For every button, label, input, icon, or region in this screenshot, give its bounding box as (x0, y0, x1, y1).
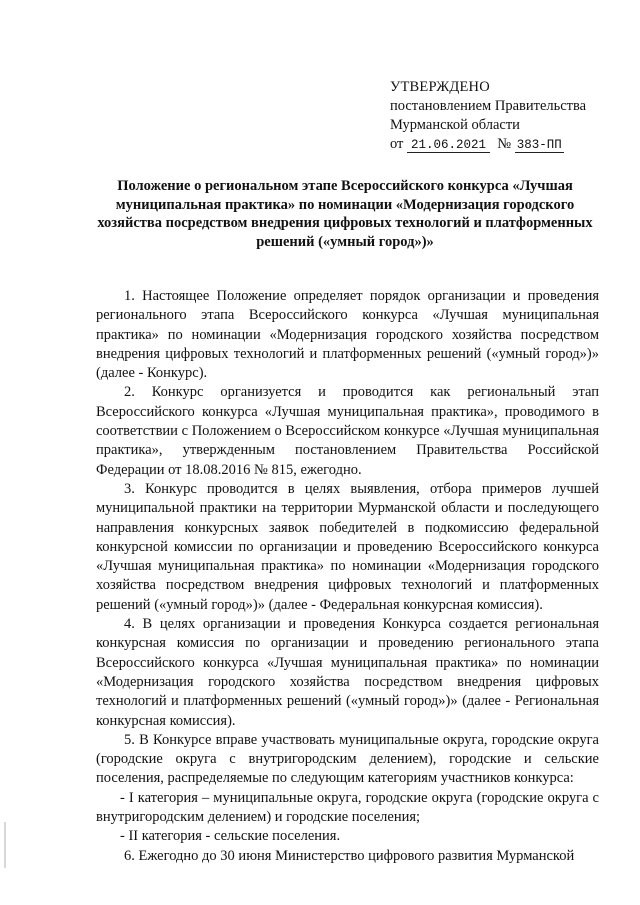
date-prefix: от (390, 136, 404, 152)
paragraph: 4. В целях организации и проведения Конкурса создается региональная конкурсная комиссия по организации и проведению регионального этапа Всероссийского конкурса «Лучшая муниципальная практика» по номинации «Модернизация городского хозяйства посредством внедрения цифровых технологий и платформенных решений («умный город»)» (далее - Региональная конкурсная комиссия). (96, 616, 599, 729)
paragraph: 3. Конкурс проводится в целях выявления, отбора примеров лучшей муниципальной практики на территории Мурманской области и последующего направления конкурсных заявок победителей в подкомиссию федеральной конкурсной комиссии по организации и проведению Всероссийского конкурса «Лучшая муниципальная практика» по номинации «Модернизация городского хозяйства посредством внедрения цифровых технологий и платформенных решений («умный город»)» (далее - Федеральная конкурсная комиссия). (96, 480, 599, 613)
approval-region: Мурманской области (390, 117, 520, 133)
document-body (96, 287, 599, 866)
scan-margin-mark (4, 822, 6, 868)
paragraph: 6. Ежегодно до 30 июня Министерство цифрового развития Мурманской (124, 847, 575, 864)
list-item: - I категория – муниципальные округа, городские округа (городские округа с внутригородским делением) и городские поселения; (96, 789, 599, 826)
list-item: - II категория - сельские поселения. (120, 828, 341, 845)
document-title: Положение о региональном этапе Всероссийского конкурса «Лучшая муниципальная практика» по номинации «Модернизация городского хозяйства посредством внедрения цифровых технологий и платформенных решений («умный город»)» (97, 178, 593, 250)
approval-date: 21.06.2021 (407, 138, 490, 153)
paragraph: 1. Настоящее Положение определяет порядок организации и проведения регионального этапа Всероссийского конкурса «Лучшая муниципальная практика» по номинации «Модернизация городского хозяйства посредством внедрения цифровых технологий и платформенных решений («умный город»)» (далее - Конкурс). (96, 288, 599, 382)
paragraph: 5. В Конкурсе вправе участвовать муниципальные округа, городские округа (городские округа с внутригородским делением), городские и сельские поселения, распределяемые по следующим категориям участников конкурса: (96, 731, 599, 787)
approval-number: 383-ПП (516, 138, 562, 152)
paragraph: 2. Конкурс организуется и проводится как региональный этап Всероссийского конкурса «Лучшая муниципальная практика», проводимого в соответствии с Положением о Всероссийском конкурсе «Лучшая муниципальная практика», утвержденным постановлением Правительства Российской Федерации от 18.08.2016 № 815, ежегодно. (96, 384, 599, 478)
approval-heading: УТВЕРЖДЕНО (390, 79, 490, 95)
number-prefix: № (497, 136, 512, 152)
approval-stamp (390, 78, 620, 155)
approval-authority: постановлением Правительства (390, 98, 587, 114)
approval-date-line (390, 135, 620, 155)
